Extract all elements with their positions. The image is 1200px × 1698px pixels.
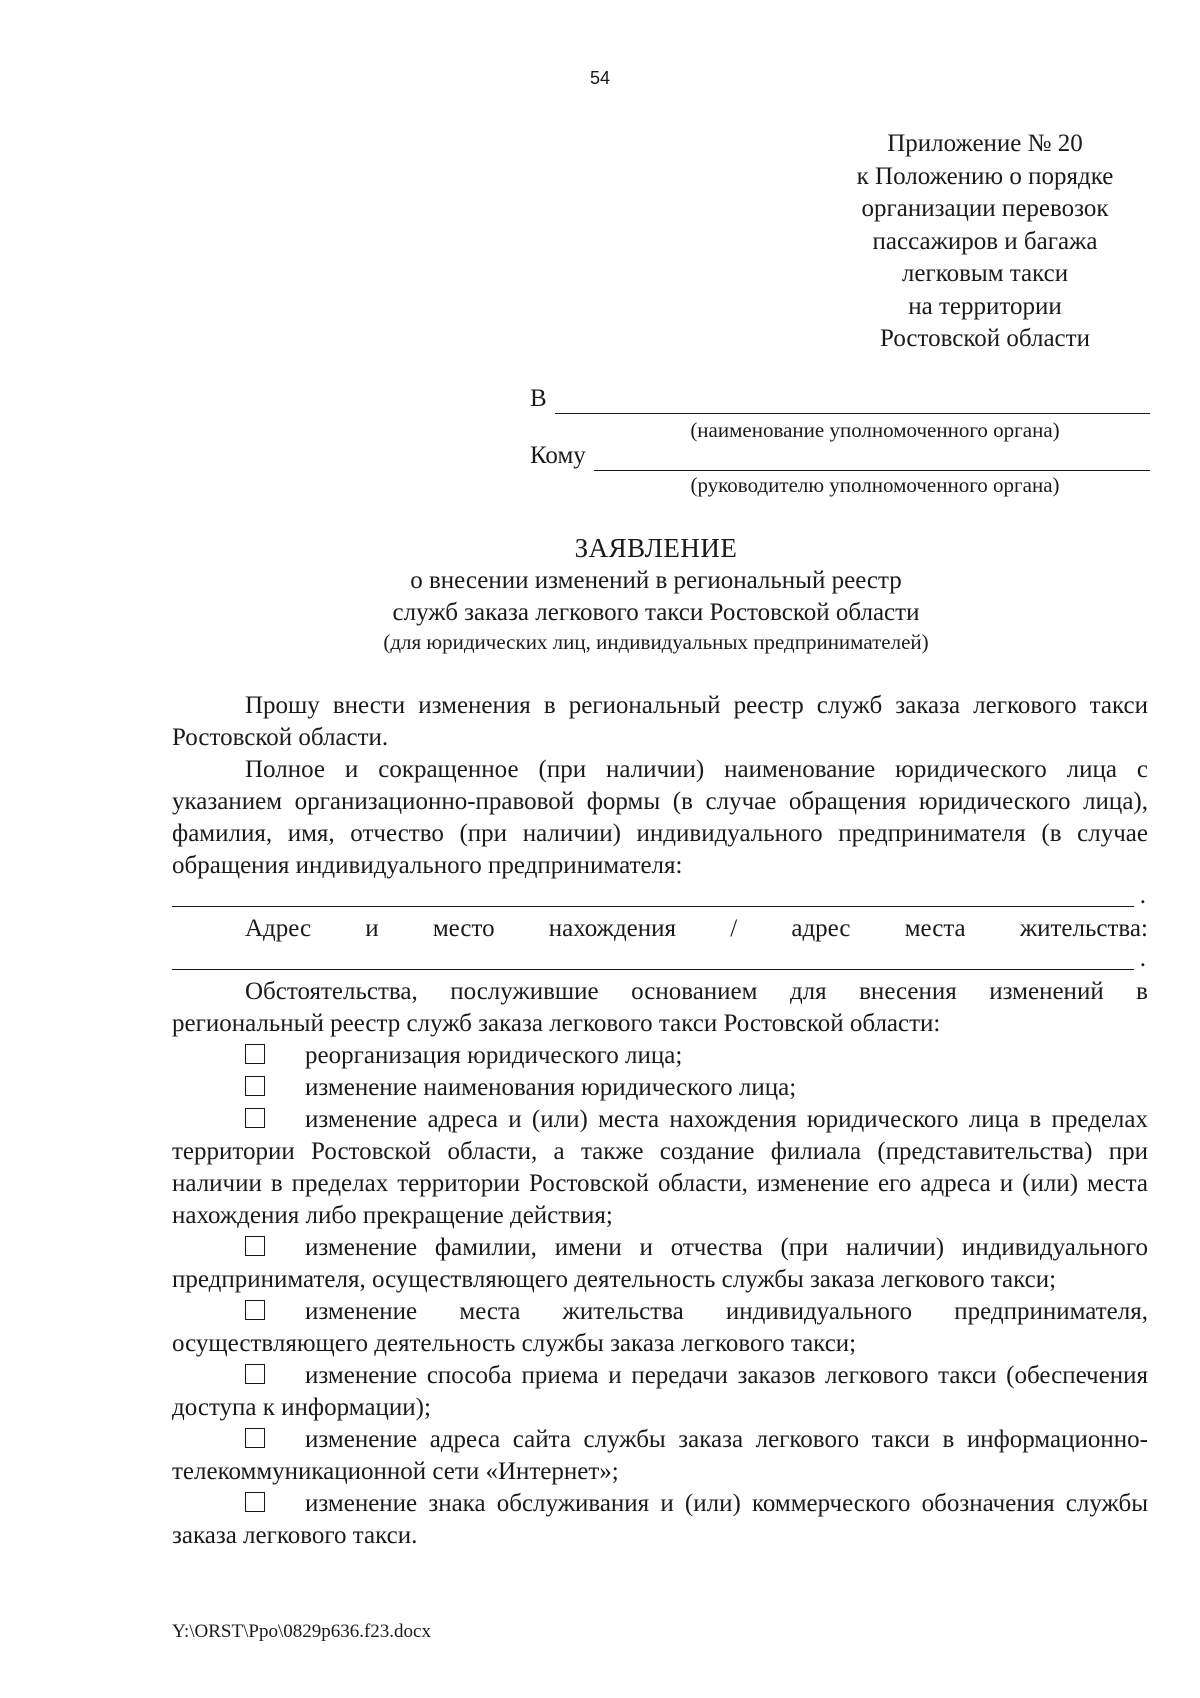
page-number: 54 <box>589 68 611 88</box>
option-label: изменение адреса и (или) места нахождения юридического лица в пределах территории Ростовской области, а также создание филиала (представительства) при наличии в пределах территории Ростовской области, изменение его адреса и (или) места нахождения либо прекращение действия; <box>172 1106 1148 1229</box>
appendix-header <box>795 128 1175 356</box>
option-item <box>172 1296 1148 1360</box>
appendix-line: легковым такси <box>901 260 1069 287</box>
appendix-line: к Положению о порядке <box>856 162 1114 190</box>
option-label: изменение способа приема и передачи заказов легкового такси (обеспечения доступа к информации); <box>172 1362 1148 1421</box>
applicant-name-paragraph: Полное и сокращенное (при наличии) наименование юридического лица с указанием организационно-правовой формы (в случае обращения юридического лица), фамилия, имя, отчество (при наличии) индивидуального предпринимателя (в случае обращения индивидуального предпринимателя: <box>172 756 1148 879</box>
address-word: и <box>365 915 379 942</box>
appendix-line: Приложение № 20 <box>887 130 1083 157</box>
appendix-line: пассажиров и багажа <box>872 227 1098 255</box>
option-item <box>172 1360 1148 1424</box>
option-checkbox[interactable] <box>245 1108 265 1128</box>
address-blank[interactable] <box>172 945 1134 970</box>
appendix-line: Ростовской области <box>880 325 1090 352</box>
address-word: адрес <box>791 915 851 942</box>
address-word: жительства: <box>1019 915 1148 942</box>
title-heading: ЗАЯВЛЕНИЕ <box>574 533 738 563</box>
address-word: Адрес <box>245 915 312 942</box>
address-word: / <box>730 915 738 942</box>
option-checkbox[interactable] <box>245 1300 265 1320</box>
authority-field <box>530 384 1150 414</box>
appendix-line: организации перевозок <box>861 195 1109 222</box>
title-subline: служб заказа легкового такси Ростовской области <box>392 599 920 626</box>
option-label: изменение знака обслуживания и (или) коммерческого обозначения службы заказа легкового такси. <box>172 1490 1148 1549</box>
option-label: изменение наименования юридического лица; <box>305 1074 797 1101</box>
option-label: изменение фамилии, имени и отчества (при наличии) индивидуального предпринимателя, осуществляющего деятельность службы заказа легкового такси; <box>172 1234 1148 1293</box>
option-item <box>172 1232 1148 1296</box>
authority-hint: (наименование уполномоченного органа) <box>690 418 1060 442</box>
option-item <box>172 1424 1148 1488</box>
recipient-hint: (руководителю уполномоченного органа) <box>690 473 1060 497</box>
recipient-blank[interactable] <box>594 446 1150 471</box>
document-title <box>0 531 1200 655</box>
authority-blank[interactable] <box>555 389 1150 414</box>
option-item <box>172 1488 1148 1552</box>
application-body <box>172 690 1148 1552</box>
request-paragraph: Прошу внести изменения в региональный реестр служб заказа легкового такси Ростовской области. <box>172 692 1148 751</box>
address-word: нахождения <box>548 915 677 942</box>
title-subline: о внесении изменений в региональный реестр <box>410 567 902 594</box>
option-item <box>172 1040 1148 1072</box>
recipient-label: Кому <box>530 442 586 469</box>
authority-label: В <box>530 385 547 412</box>
option-checkbox[interactable] <box>245 1044 265 1064</box>
file-path-footer: Y:\ORST\Ppo\0829p636.f23.docx <box>172 1621 431 1642</box>
option-checkbox[interactable] <box>245 1236 265 1256</box>
address-label-line <box>172 913 1148 945</box>
address-word: места <box>904 915 966 942</box>
option-checkbox[interactable] <box>245 1076 265 1096</box>
circumstances-paragraph: Обстоятельства, послужившие основанием для внесения изменений в региональный реестр служб заказа легкового такси Ростовской области: <box>172 978 1148 1037</box>
option-label: изменение места жительства индивидуального предпринимателя, осуществляющего деятельность службы заказа легкового такси; <box>172 1298 1148 1357</box>
address-word: место <box>432 915 495 942</box>
title-note: (для юридических лиц, индивидуальных предпринимателей) <box>383 630 929 654</box>
option-checkbox[interactable] <box>245 1364 265 1384</box>
option-label: изменение адреса сайта службы заказа легкового такси в информационно-телекоммуникационной сети «Интернет»; <box>172 1426 1148 1485</box>
option-item <box>172 1072 1148 1104</box>
option-checkbox[interactable] <box>245 1492 265 1512</box>
option-label: реорганизация юридического лица; <box>305 1042 683 1069</box>
appendix-line: на территории <box>908 292 1062 320</box>
option-checkbox[interactable] <box>245 1428 265 1448</box>
applicant-name-blank[interactable] <box>172 882 1134 907</box>
option-item <box>172 1104 1148 1232</box>
recipient-field <box>530 441 1150 471</box>
